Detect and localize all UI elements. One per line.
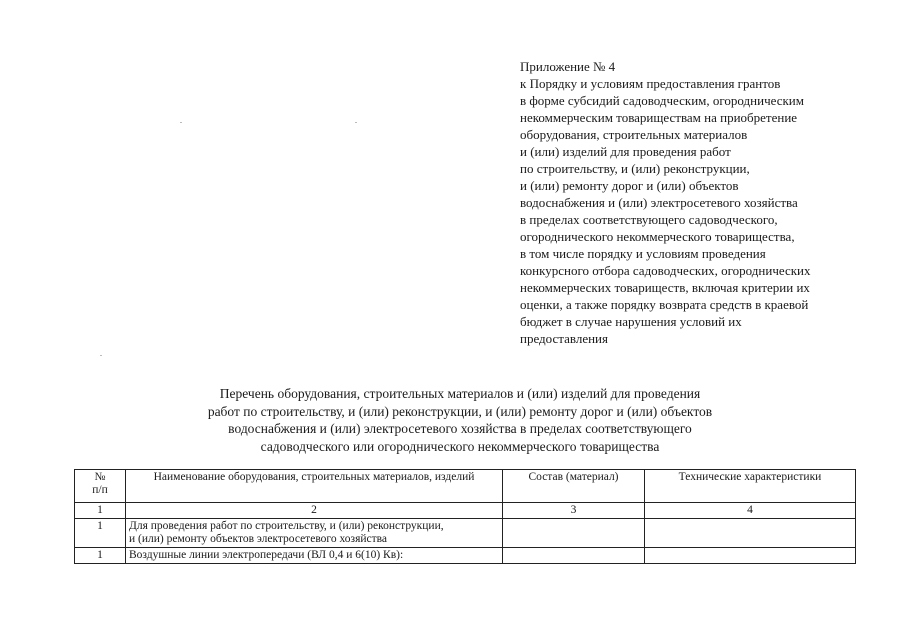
index-cell: 3: [503, 503, 645, 519]
title-line: работ по строительству, и (или) реконструкции, и (или) ремонту дорог и (или) объектов: [207, 403, 713, 419]
row-name: Воздушные линии электропередачи (ВЛ 0,4 и 6(10) Кв):: [126, 548, 503, 564]
header-name: Наименование оборудования, строительных материалов, изделий: [126, 470, 503, 503]
equipment-table: [74, 469, 856, 564]
table-index-row: [75, 503, 856, 519]
appendix-line: в форме субсидий садоводческим, огородническим: [520, 93, 804, 108]
table-row: [75, 548, 856, 564]
index-cell: 4: [645, 503, 856, 519]
header-num: [75, 470, 126, 503]
row-composition: [503, 519, 645, 548]
appendix-line: конкурсного отбора садоводческих, огороднических: [520, 263, 811, 278]
index-cell: 1: [75, 503, 126, 519]
scan-speck: [355, 122, 357, 123]
row-num: 1: [75, 519, 126, 548]
title-line: садоводческого или огороднического некоммерческого товарищества: [260, 438, 660, 454]
appendix-header: [520, 58, 900, 347]
row-specs: [645, 519, 856, 548]
appendix-line: оценки, а также порядку возврата средств в краевой: [520, 297, 809, 312]
appendix-line: предоставления: [520, 331, 608, 346]
appendix-line: оборудования, строительных материалов: [520, 127, 748, 142]
appendix-line: в пределах соответствующего садоводческого,: [520, 212, 778, 227]
scan-speck: [180, 122, 182, 123]
appendix-line: некоммерческим товариществам на приобретение: [520, 110, 798, 125]
title-line: Перечень оборудования, строительных материалов и (или) изделий для проведения: [219, 386, 701, 401]
appendix-line: Приложение № 4: [520, 59, 616, 74]
header-composition: Состав (материал): [503, 470, 645, 503]
appendix-line: некоммерческих товариществ, включая критерии их: [520, 280, 810, 295]
index-cell: 2: [126, 503, 503, 519]
header-num-line: №: [94, 471, 106, 483]
appendix-line: к Порядку и условиям предоставления грантов: [520, 76, 781, 91]
appendix-line: по строительству, и (или) реконструкции,: [520, 161, 750, 176]
header-num-line: п/п: [92, 484, 108, 496]
appendix-line: водоснабжения и (или) электросетевого хозяйства: [520, 195, 798, 210]
scan-speck: [100, 355, 102, 356]
row-num: 1: [75, 548, 126, 564]
document-title: [60, 385, 860, 455]
row-name-line: и (или) ремонту объектов электросетевого хозяйства: [129, 533, 388, 545]
table-header-row: [75, 470, 856, 503]
appendix-line: огороднического некоммерческого товарищества,: [520, 229, 795, 244]
appendix-line: бюджет в случае нарушения условий их: [520, 314, 742, 329]
appendix-line: и (или) изделий для проведения работ: [520, 144, 731, 159]
row-composition: [503, 548, 645, 564]
table-row: [75, 519, 856, 548]
appendix-line: и (или) ремонту дорог и (или) объектов: [520, 178, 739, 193]
title-line: водоснабжения и (или) электросетевого хозяйства в пределах соответствующего: [228, 421, 692, 436]
header-specs: Технические характеристики: [645, 470, 856, 503]
row-specs: [645, 548, 856, 564]
row-name: [126, 519, 503, 548]
appendix-line: в том числе порядку и условиям проведения: [520, 246, 766, 261]
row-name-line: Для проведения работ по строительству, и (или) реконструкции,: [129, 520, 444, 532]
